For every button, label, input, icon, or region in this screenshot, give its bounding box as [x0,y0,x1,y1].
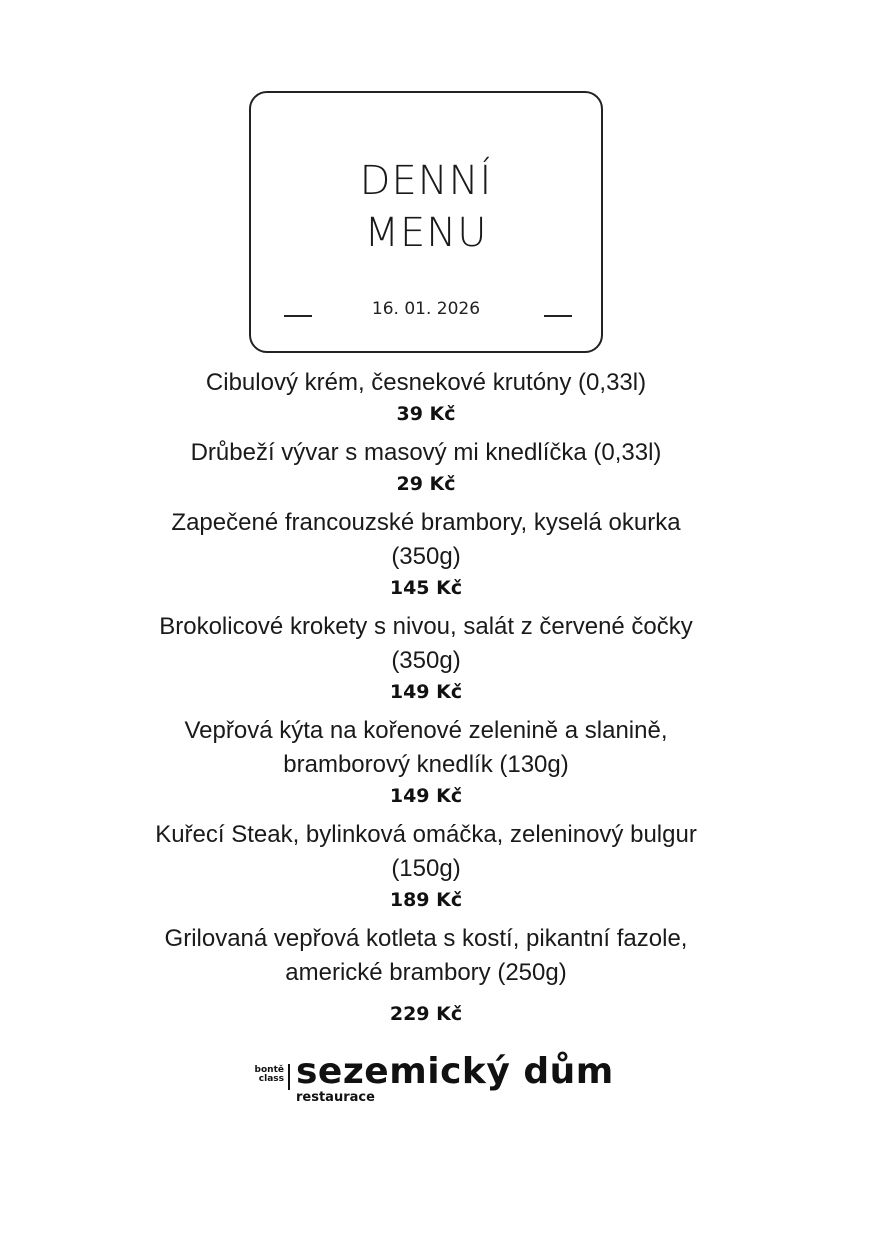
menu-item [100,714,752,810]
dish-name-line: Brokolicové krokety s nivou, salát z červené čočky [159,613,693,640]
dish-price: 149 Kč [389,785,463,807]
logo-divider [288,1064,290,1090]
logo-brand-small [248,1066,284,1084]
restaurant-logo [248,1051,614,1110]
dish-name-line: (150g) [391,855,461,882]
dish-price: 189 Kč [389,889,463,911]
dish-name-line: americké brambory (250g) [285,959,567,986]
dish-name-line: Cibulový krém, česnekové krutóny (0,33l) [205,369,647,396]
dish-price: 145 Kč [389,577,463,599]
menu-item [100,506,752,602]
logo-name: sezemický dům [296,1051,614,1092]
page-title [251,155,601,259]
dish-price: 229 Kč [389,1003,463,1025]
title-line-2: MENU [364,210,488,256]
logo-brand-line-2: class [258,1074,284,1084]
dish-name-line: Kuřecí Steak, bylinková omáčka, zeleninový bulgur [155,821,697,848]
menu-item [100,922,752,1028]
dish-name-line: Zapečené francouzské brambory, kyselá okurka [171,509,681,536]
dish-price: 29 Kč [396,473,456,495]
dish-name-line: bramborový knedlík (130g) [283,751,569,778]
logo-brand-line-1: bontě [254,1065,284,1075]
dish-price: 149 Kč [389,681,463,703]
menu-date: 16. 01. 2026 [371,299,481,319]
date-dash-right [544,315,572,317]
logo-subtitle: restaurace [296,1090,375,1105]
menu-item [100,610,752,706]
menu-item [100,818,752,914]
dish-price: 39 Kč [396,403,456,425]
dish-name-line: (350g) [391,647,461,674]
menu-item [100,366,752,428]
dish-name-line: Drůbeží vývar s masový mi knedlíčka (0,33l) [190,439,662,466]
menu-item [100,436,752,498]
dish-name-line: (350g) [391,543,461,570]
dish-name-line: Vepřová kýta na kořenové zelenině a slanině, [184,717,668,744]
title-line-1: DENNÍ [359,158,493,204]
menu-list [100,366,752,1036]
header-box [249,91,603,353]
dish-name-line: Grilovaná vepřová kotleta s kostí, pikantní fazole, [164,925,688,952]
